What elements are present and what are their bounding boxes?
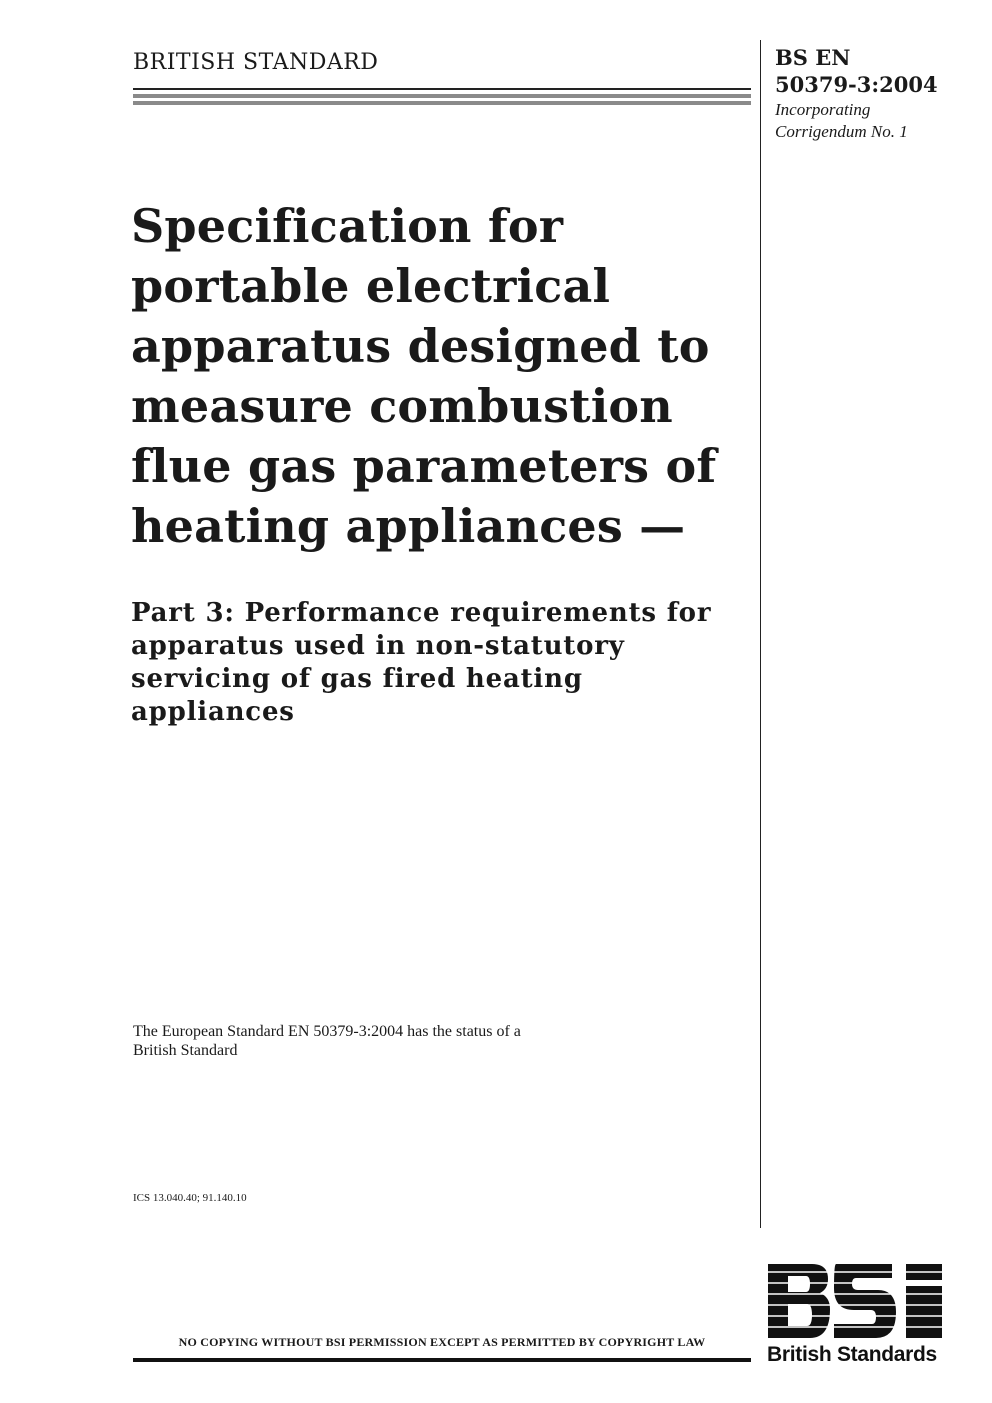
bsi-logo-mark-icon (766, 1262, 946, 1342)
title-line: apparatus designed to (131, 319, 710, 373)
incorporating-line2: Corrigendum No. 1 (775, 122, 908, 141)
title-line: heating appliances — (131, 499, 686, 553)
status-note-line1: The European Standard EN 50379-3:2004 has the status of a (133, 1023, 521, 1040)
incorporating-line1: Incorporating (775, 100, 871, 119)
ics-code: ICS 13.040.40; 91.140.10 (133, 1192, 247, 1204)
standard-identifier (775, 44, 975, 142)
document-subtitle (131, 597, 751, 729)
subtitle-line: Part 3: Performance requirements for (131, 598, 712, 628)
subtitle-line: apparatus used in non-statutory (131, 631, 625, 661)
copyright-notice: NO COPYING WITHOUT BSI PERMISSION EXCEPT AS PERMITTED BY COPYRIGHT LAW (178, 1335, 706, 1349)
title-line: flue gas parameters of (131, 439, 717, 493)
header-rule-grey-2 (133, 101, 751, 105)
title-line: measure combustion (131, 379, 673, 433)
status-note-line2: British Standard (133, 1042, 238, 1059)
document-title (131, 196, 751, 556)
header-rule-dark (133, 88, 751, 90)
vertical-divider (760, 40, 761, 1228)
title-line: Specification for (131, 199, 564, 253)
footer-rule (133, 1358, 751, 1362)
header-rule (133, 88, 751, 105)
standard-number-line2: 50379-3:2004 (775, 72, 938, 97)
title-line: portable electrical (131, 259, 611, 313)
status-note (133, 1022, 521, 1060)
subtitle-line: appliances (131, 697, 295, 727)
header-label: BRITISH STANDARD (133, 50, 379, 75)
bsi-logo-subtitle: British Standards (767, 1343, 937, 1366)
header-rule-grey-1 (133, 94, 751, 98)
subtitle-line: servicing of gas fired heating (131, 664, 583, 694)
standard-number-line1: BS EN (775, 45, 851, 70)
